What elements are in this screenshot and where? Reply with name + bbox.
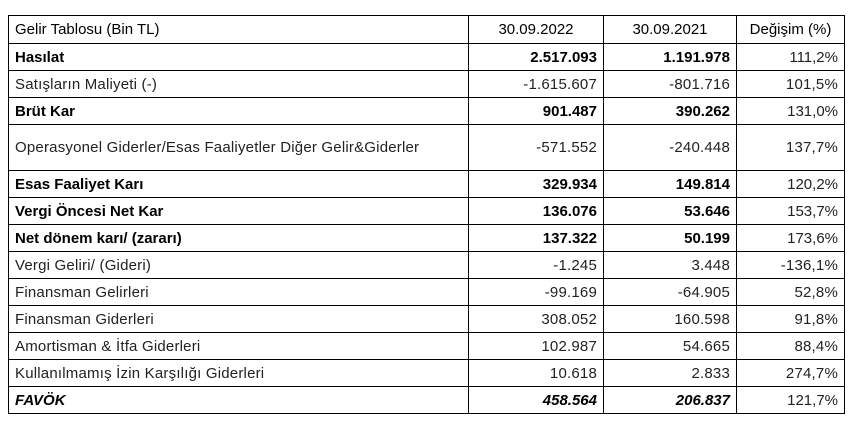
row-change: 91,8% xyxy=(737,306,845,333)
row-value-2022: 102.987 xyxy=(469,333,604,360)
row-change: 121,7% xyxy=(737,387,845,414)
table-row xyxy=(9,171,845,198)
row-value-2021: -240.448 xyxy=(604,125,737,171)
row-value-2021: -801.716 xyxy=(604,71,737,98)
table-row xyxy=(9,333,845,360)
income-statement-table xyxy=(8,15,845,414)
table-row xyxy=(9,44,845,71)
row-value-2021: 54.665 xyxy=(604,333,737,360)
row-label: Finansman Gelirleri xyxy=(9,279,469,306)
row-value-2022: -1.615.607 xyxy=(469,71,604,98)
row-value-2021: 53.646 xyxy=(604,198,737,225)
row-value-2022: 137.322 xyxy=(469,225,604,252)
row-value-2021: 390.262 xyxy=(604,98,737,125)
row-label: Net dönem karı/ (zararı) xyxy=(9,225,469,252)
row-change: 88,4% xyxy=(737,333,845,360)
row-change: 52,8% xyxy=(737,279,845,306)
header-label: Gelir Tablosu (Bin TL) xyxy=(9,16,469,44)
table-row xyxy=(9,387,845,414)
row-value-2022: -1.245 xyxy=(469,252,604,279)
table-row xyxy=(9,71,845,98)
table-row xyxy=(9,252,845,279)
row-value-2021: 3.448 xyxy=(604,252,737,279)
row-label: Operasyonel Giderler/Esas Faaliyetler Diğer Gelir&Giderler xyxy=(9,125,469,171)
row-label: Brüt Kar xyxy=(9,98,469,125)
row-change: -136,1% xyxy=(737,252,845,279)
row-label: Vergi Öncesi Net Kar xyxy=(9,198,469,225)
table-row xyxy=(9,125,845,171)
row-value-2022: 901.487 xyxy=(469,98,604,125)
row-value-2022: 308.052 xyxy=(469,306,604,333)
row-change: 111,2% xyxy=(737,44,845,71)
row-change: 120,2% xyxy=(737,171,845,198)
row-label: Esas Faaliyet Karı xyxy=(9,171,469,198)
table-row xyxy=(9,360,845,387)
row-value-2021: 50.199 xyxy=(604,225,737,252)
row-label: Amortisman & İtfa Giderleri xyxy=(9,333,469,360)
row-change: 274,7% xyxy=(737,360,845,387)
table-row xyxy=(9,225,845,252)
row-value-2021: -64.905 xyxy=(604,279,737,306)
row-value-2021: 149.814 xyxy=(604,171,737,198)
row-value-2022: 329.934 xyxy=(469,171,604,198)
row-value-2022: 136.076 xyxy=(469,198,604,225)
row-value-2022: -99.169 xyxy=(469,279,604,306)
row-value-2021: 2.833 xyxy=(604,360,737,387)
row-value-2021: 160.598 xyxy=(604,306,737,333)
table-row xyxy=(9,279,845,306)
table-row xyxy=(9,98,845,125)
row-value-2022: 2.517.093 xyxy=(469,44,604,71)
header-period-2022: 30.09.2022 xyxy=(469,16,604,44)
row-label: Vergi Geliri/ (Gideri) xyxy=(9,252,469,279)
row-value-2022: 458.564 xyxy=(469,387,604,414)
table-row xyxy=(9,198,845,225)
row-change: 173,6% xyxy=(737,225,845,252)
row-label: Kullanılmamış İzin Karşılığı Giderleri xyxy=(9,360,469,387)
header-period-2021: 30.09.2021 xyxy=(604,16,737,44)
table-row xyxy=(9,306,845,333)
row-change: 101,5% xyxy=(737,71,845,98)
row-value-2021: 206.837 xyxy=(604,387,737,414)
row-value-2022: 10.618 xyxy=(469,360,604,387)
row-change: 137,7% xyxy=(737,125,845,171)
row-label: Satışların Maliyeti (-) xyxy=(9,71,469,98)
row-label: Hasılat xyxy=(9,44,469,71)
row-value-2022: -571.552 xyxy=(469,125,604,171)
header-change: Değişim (%) xyxy=(737,16,845,44)
row-change: 131,0% xyxy=(737,98,845,125)
row-label: Finansman Giderleri xyxy=(9,306,469,333)
table-header-row xyxy=(9,16,845,44)
row-label: FAVÖK xyxy=(9,387,469,414)
row-change: 153,7% xyxy=(737,198,845,225)
row-value-2021: 1.191.978 xyxy=(604,44,737,71)
